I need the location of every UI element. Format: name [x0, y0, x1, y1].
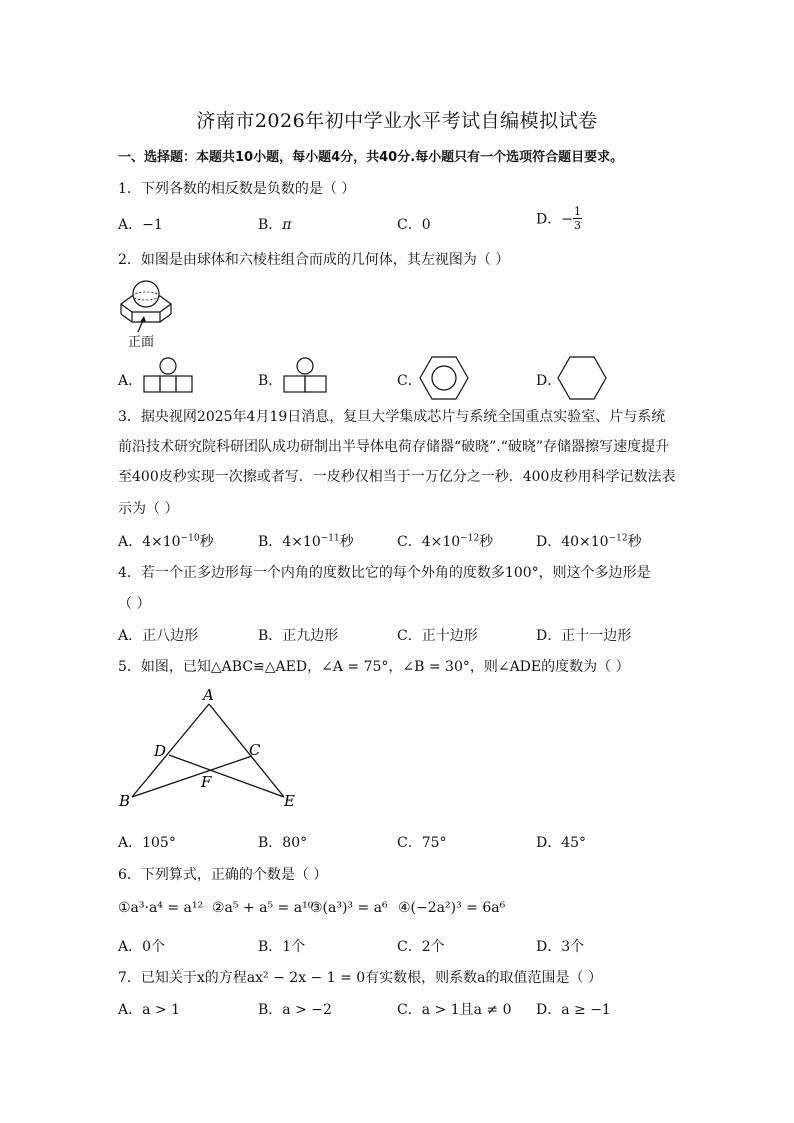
q2-front-label: 正面 — [128, 335, 155, 350]
q5-option-a: A．105° — [118, 835, 176, 851]
q2-option-d-figure — [556, 355, 608, 401]
q7-option-d: D．a ≥ −1 — [536, 1002, 611, 1018]
question-4-line-2: （ ） — [118, 596, 151, 612]
q5-label-d: D — [154, 742, 167, 760]
q6-option-a: A．0个 — [118, 939, 166, 955]
q3-option-b: B．$4\times 10^{-11}$秒 — [258, 533, 354, 550]
q1-option-a: A．−1 — [118, 217, 163, 233]
question-5-stem: 5．如图，已知△ABC≌△AED，∠A = 75°，∠B = 30°，则∠ADE的度数为（ ） — [118, 659, 630, 675]
question-3-line-2: 前沿技术研究院科研团队成功研制出半导体电荷存储器“破晓”.“破晓”存储器擦写速度提升 — [118, 439, 670, 455]
q5-label-b: B — [119, 792, 131, 810]
q3-option-c: C．$4\times 10^{-12}$秒 — [397, 533, 494, 550]
q2-option-b: B． — [258, 373, 283, 389]
q5-triangle-figure — [112, 684, 312, 814]
question-2-stem: 2．如图是由球体和六棱柱组合而成的几何体，其左视图为（ ） — [118, 252, 510, 268]
q1-option-c: C．0 — [397, 217, 431, 233]
q2-option-a: A． — [118, 373, 143, 389]
question-1-stem: 1．下列各数的相反数是负数的是（ ） — [118, 181, 356, 197]
q7-option-c: C．a > 1且a ≠ 0 — [397, 1002, 512, 1018]
question-3-line-4: 示为（ ） — [118, 501, 179, 517]
q4-option-c: C．正十边形 — [397, 628, 478, 644]
q3-option-a: A．$4\times 10^{-10}$秒 — [118, 533, 214, 550]
q5-option-d: D．45° — [536, 835, 587, 851]
q7-option-b: B．a > −2 — [258, 1002, 332, 1018]
q7-option-a: A．a > 1 — [118, 1002, 180, 1018]
q4-option-a: A．正八边形 — [118, 628, 199, 644]
question-6-stem: 6．下列算式，正确的个数是（ ） — [118, 867, 328, 883]
q1-option-d: D．− $\frac{1}{3}$ — [536, 205, 581, 232]
q4-option-d: D．正十一边形 — [536, 628, 632, 644]
q4-option-b: B．正九边形 — [258, 628, 339, 644]
q1-option-b: B．π — [258, 217, 292, 233]
question-3-line-3: 至400皮秒实现一次擦或者写．一皮秒仅相当于一万亿分之一秒．400皮秒用科学记数法表 — [118, 469, 676, 485]
q6-expression-3: ③(a³)³ = a⁶ — [310, 900, 388, 916]
q2-option-c: C． — [397, 373, 422, 389]
q5-label-f: F — [201, 773, 212, 791]
question-3-line-1: 3．据央视网2025年4月19日消息，复旦大学集成芯片与系统全国重点实验室、片与系统 — [118, 409, 666, 425]
q6-option-d: D．3个 — [536, 939, 585, 955]
section-header: 一、选择题：本题共10小题，每小题4分，共40分.每小题只有一个选项符合题目要求。 — [118, 150, 624, 165]
q6-expression-2: ②a⁵ + a⁵ = a¹⁰ — [212, 900, 314, 916]
q2-option-b-figure — [282, 357, 328, 395]
q6-option-c: C．2个 — [397, 939, 445, 955]
q5-option-b: B．80° — [258, 835, 308, 851]
q5-option-c: C．75° — [397, 835, 447, 851]
q6-expression-4: ④(−2a²)³ = 6a⁶ — [398, 900, 506, 916]
q2-option-d: D． — [536, 373, 562, 389]
question-7-stem: 7．已知关于x的方程ax² − 2x − 1 = 0有实数根，则系数a的取值范围是（ ） — [118, 970, 602, 986]
q3-option-d: D．$40\times 10^{-12}$秒 — [536, 533, 642, 550]
question-4-line-1: 4．若一个正多边形每一个内角的度数比它的每个外角的度数多100°，则这个多边形是 — [118, 565, 651, 581]
q5-label-a: A — [203, 686, 214, 704]
q5-label-c: C — [249, 741, 261, 759]
page-title: 济南市2026年初中学业水平考试自编模拟试卷 — [196, 110, 598, 132]
q2-option-a-figure — [142, 357, 194, 395]
q6-option-b: B．1个 — [258, 939, 306, 955]
q6-expression-1: ①a³·a⁴ = a¹² — [118, 900, 204, 916]
q2-option-c-figure — [418, 355, 470, 401]
q5-label-e: E — [284, 792, 295, 810]
